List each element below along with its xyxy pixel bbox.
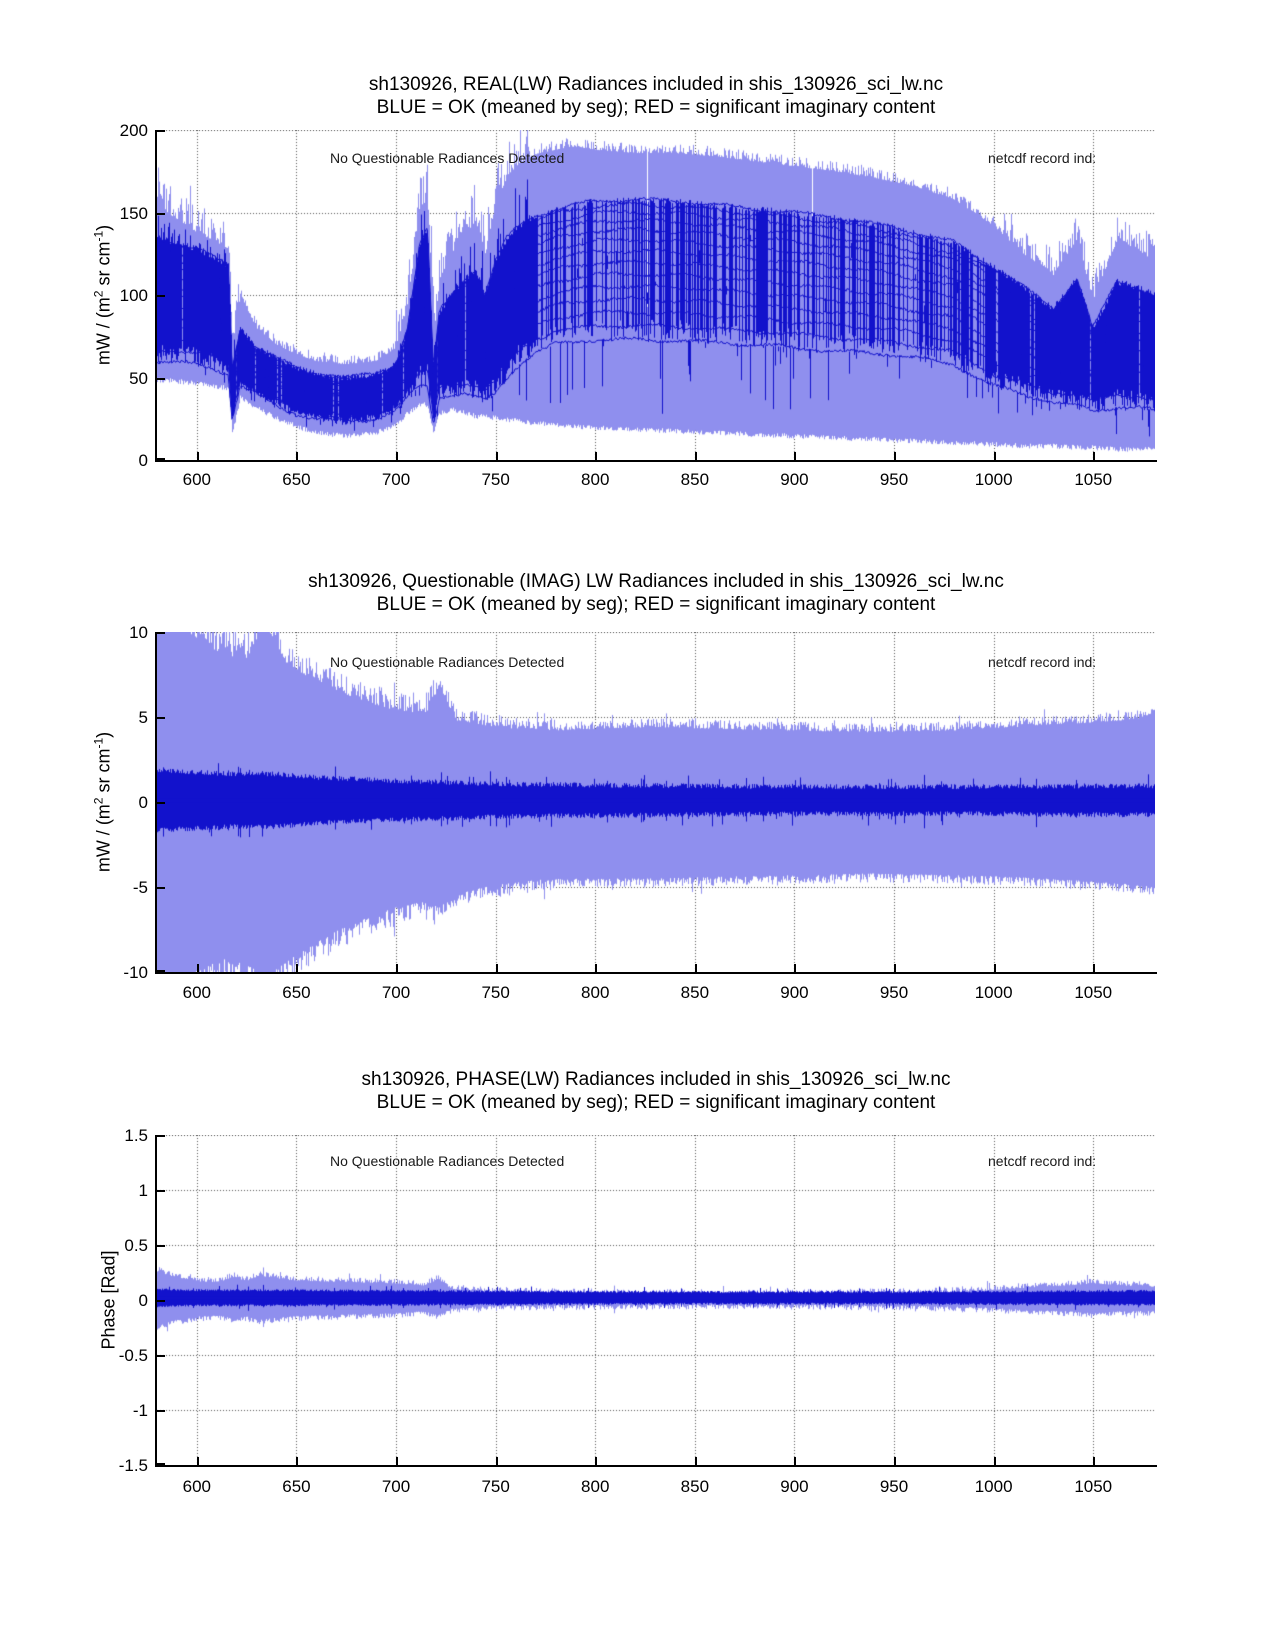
y-tick-label: 10: [129, 623, 148, 642]
x-tick-mark: [296, 452, 298, 460]
x-tick-mark: [595, 964, 597, 972]
x-tick-label: 1000: [974, 983, 1013, 1002]
x-tick-mark: [695, 964, 697, 972]
x-tick-label: 800: [581, 1477, 610, 1496]
y-tick-label: 0: [138, 451, 148, 470]
y-tick-label: 5: [138, 708, 148, 727]
x-tick-mark: [197, 1457, 199, 1465]
x-axis-line: [155, 1465, 1157, 1467]
x-tick-label: 950: [879, 470, 909, 489]
y-tick-label: -10: [123, 963, 148, 982]
x-tick-label: 850: [680, 983, 710, 1002]
chart-title: sh130926, PHASE(LW) Radiances included in shis_130926_sci_lw.nc: [361, 1069, 951, 1090]
y-tick-mark: [157, 1190, 165, 1192]
x-tick-label: 750: [481, 470, 510, 489]
y-tick-mark: [157, 1355, 165, 1357]
y-tick-label: -5: [132, 878, 148, 897]
y-tick-mark: [157, 970, 165, 972]
x-tick-mark: [1093, 964, 1095, 972]
x-tick-label: 600: [182, 1477, 212, 1496]
x-tick-mark: [894, 1457, 896, 1465]
x-tick-mark: [794, 964, 796, 972]
x-tick-label: 600: [182, 470, 212, 489]
y-tick-mark: [157, 130, 165, 132]
y-axis-label: Phase [Rad]: [98, 1250, 119, 1350]
chart-title: sh130926, REAL(LW) Radiances included in shis_130926_sci_lw.nc: [368, 74, 944, 95]
x-axis-line: [155, 460, 1157, 462]
chart-subtitle: BLUE = OK (meaned by seg); RED = significant imaginary content: [376, 594, 936, 615]
x-tick-mark: [396, 452, 398, 460]
x-axis-line: [155, 972, 1157, 974]
imag-radiance-plot: [157, 632, 1155, 972]
x-tick-mark: [296, 1457, 298, 1465]
x-tick-label: 700: [381, 983, 411, 1002]
x-tick-label: 1000: [974, 1477, 1013, 1496]
x-tick-mark: [794, 452, 796, 460]
y-tick-label: -1.5: [118, 1456, 148, 1475]
x-tick-mark: [396, 1457, 398, 1465]
x-tick-label: 900: [780, 470, 809, 489]
x-tick-mark: [1093, 452, 1095, 460]
x-tick-mark: [296, 964, 298, 972]
y-tick-label: 0: [138, 793, 148, 812]
x-tick-label: 750: [481, 1477, 510, 1496]
y-tick-label: 50: [129, 368, 148, 388]
y-tick-mark: [157, 295, 165, 297]
x-tick-mark: [496, 964, 498, 972]
x-tick-label: 1050: [1074, 1477, 1113, 1496]
x-tick-label: 950: [879, 1477, 909, 1496]
x-tick-label: 850: [680, 470, 710, 489]
x-tick-label: 900: [780, 983, 809, 1002]
x-tick-label: 600: [182, 983, 212, 1002]
chart-subtitle: BLUE = OK (meaned by seg); RED = significant imaginary content: [376, 1092, 936, 1113]
annotation-netcdf-record: netcdf record ind:: [988, 150, 1097, 166]
x-tick-label: 1050: [1074, 983, 1113, 1002]
y-tick-label: 0: [138, 1291, 148, 1310]
x-tick-label: 800: [581, 983, 610, 1002]
real-radiance-plot: [157, 130, 1155, 460]
x-tick-label: 850: [680, 1477, 710, 1496]
y-axis-label: mW / ($m^2$ sr $cm^{-1}$): [91, 224, 114, 366]
annotation-no-questionable: No Questionable Radiances Detected: [330, 654, 565, 670]
x-tick-mark: [1093, 1457, 1095, 1465]
y-tick-mark: [157, 1135, 165, 1137]
x-tick-label: 650: [282, 983, 311, 1002]
x-tick-label: 1000: [974, 470, 1013, 489]
y-tick-mark: [157, 802, 165, 804]
x-tick-label: 700: [381, 470, 411, 489]
y-tick-mark: [157, 717, 165, 719]
x-tick-mark: [994, 964, 996, 972]
x-tick-mark: [695, 452, 697, 460]
x-tick-label: 700: [381, 1477, 411, 1496]
y-tick-mark: [157, 213, 165, 215]
x-tick-mark: [994, 1457, 996, 1465]
y-tick-label: -0.5: [118, 1346, 148, 1365]
chart-subtitle: BLUE = OK (meaned by seg); RED = significant imaginary content: [376, 97, 936, 118]
y-tick-mark: [157, 378, 165, 380]
y-tick-label: -1: [132, 1401, 148, 1420]
x-tick-mark: [197, 964, 199, 972]
y-tick-label: 1: [138, 1181, 148, 1200]
x-tick-mark: [794, 1457, 796, 1465]
chart-title: sh130926, Questionable (IMAG) LW Radiances included in shis_130926_sci_lw.nc: [308, 571, 1004, 592]
x-tick-label: 750: [481, 983, 510, 1002]
y-tick-mark: [157, 1410, 165, 1412]
y-tick-mark: [157, 458, 165, 460]
y-tick-label: 0.5: [124, 1236, 148, 1255]
y-tick-mark: [157, 1463, 165, 1465]
x-tick-label: 800: [581, 470, 610, 489]
y-axis-label: mW / ($m^2$ sr $cm^{-1}$): [91, 731, 114, 873]
x-tick-label: 1050: [1074, 470, 1113, 489]
x-tick-mark: [894, 452, 896, 460]
y-tick-label: 1.5: [124, 1126, 148, 1145]
x-tick-label: 650: [282, 1477, 311, 1496]
y-tick-mark: [157, 1300, 165, 1302]
x-tick-mark: [695, 1457, 697, 1465]
y-tick-label: 150: [119, 203, 148, 223]
annotation-netcdf-record: netcdf record ind:: [988, 1153, 1097, 1169]
y-tick-mark: [157, 632, 165, 634]
x-tick-mark: [894, 964, 896, 972]
x-tick-mark: [994, 452, 996, 460]
x-tick-mark: [595, 1457, 597, 1465]
x-tick-mark: [496, 452, 498, 460]
x-tick-label: 650: [282, 470, 311, 489]
annotation-netcdf-record: netcdf record ind:: [988, 654, 1097, 670]
annotation-no-questionable: No Questionable Radiances Detected: [330, 150, 565, 166]
x-tick-mark: [496, 1457, 498, 1465]
annotation-no-questionable: No Questionable Radiances Detected: [330, 1153, 565, 1169]
y-tick-label: 100: [119, 286, 148, 305]
x-tick-mark: [595, 452, 597, 460]
x-tick-mark: [197, 452, 199, 460]
x-tick-label: 900: [780, 1477, 809, 1496]
x-tick-label: 950: [879, 983, 909, 1002]
y-tick-mark: [157, 1245, 165, 1247]
y-tick-mark: [157, 887, 165, 889]
y-tick-label: 200: [119, 121, 148, 140]
phase-plot: [157, 1135, 1155, 1465]
x-tick-mark: [396, 964, 398, 972]
